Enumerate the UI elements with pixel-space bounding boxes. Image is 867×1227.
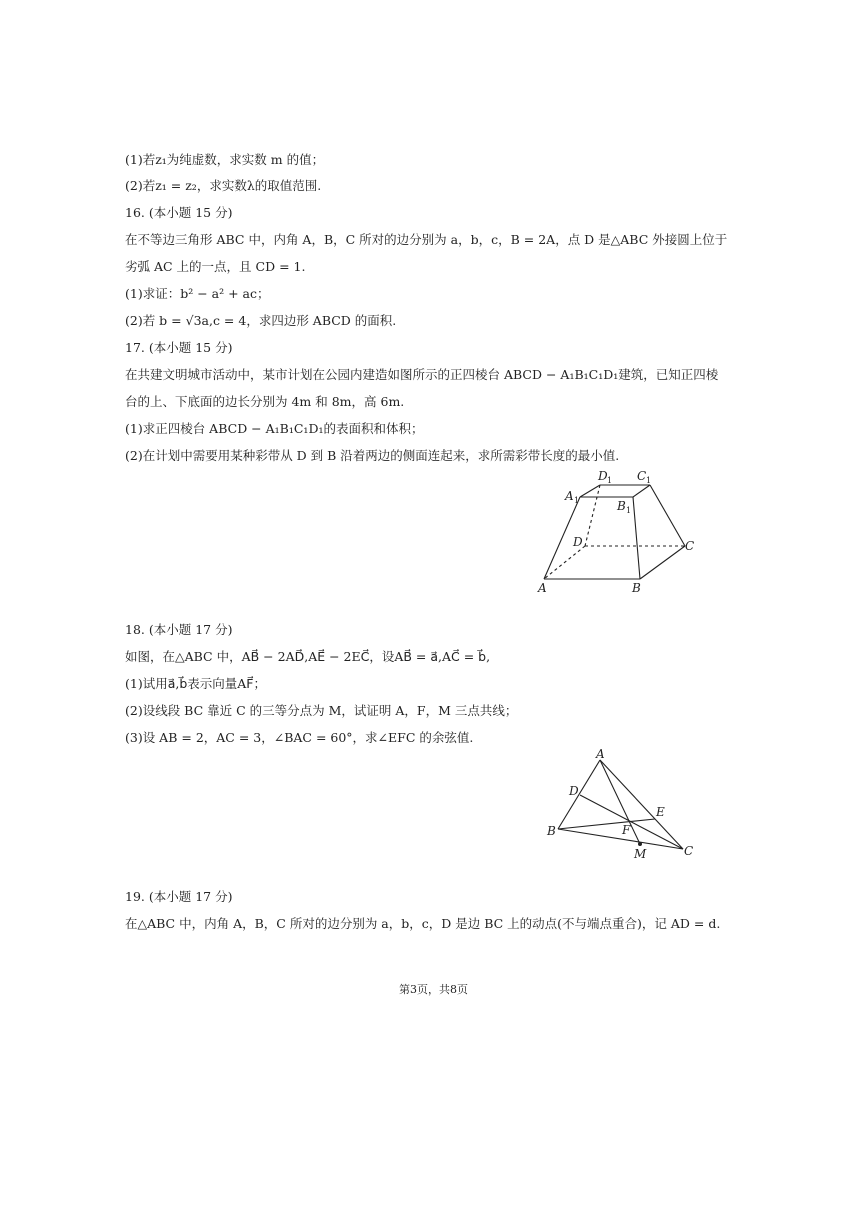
q19-heading: 19. (本小题 17 分) — [125, 889, 233, 904]
label-D1-sub: 1 — [607, 476, 613, 485]
label-B1: B — [617, 499, 626, 513]
label-B1-sub: 1 — [626, 506, 632, 515]
edge-d1d-hidden — [585, 485, 600, 546]
label-B: B — [632, 581, 641, 595]
q17-part2: (2)在计划中需要用某种彩带从 D 到 B 沿着两边的侧面连起来，求所需彩带长度的最小值. — [125, 448, 620, 463]
point-M — [638, 842, 642, 846]
label-C: C — [685, 539, 695, 553]
label-A1-sub: 1 — [574, 496, 580, 505]
q18-part2: (2)设线段 BC 靠近 C 的三等分点为 M，试证明 A，F，M 三点共线； — [125, 703, 518, 718]
q18-part3: (3)设 AB = 2，AC = 3，∠BAC = 60°，求∠EFC 的余弦值. — [125, 730, 474, 745]
segment-AM — [600, 760, 640, 844]
q18-text: 如图，在△ABC 中，AB⃗ − 2AD⃗,AE⃗ − 2EC⃗，设AB⃗ = a⃗,AC⃗ = b⃗, — [125, 649, 491, 664]
q16-text-line1: 在不等边三角形 ABC 中，内角 A，B，C 所对的边分别为 a，b，c，B = 2A，点 D 是△ABC 外接圆上位于 — [125, 232, 728, 247]
label-E: E — [656, 805, 665, 819]
edge-c1c — [650, 485, 685, 546]
label-A: A — [596, 748, 605, 761]
q17-part1: (1)求正四棱台 ABCD − A₁B₁C₁D₁的表面积和体积； — [125, 421, 424, 436]
q15-part1: (1)若z₁为纯虚数，求实数 m 的值； — [125, 152, 325, 167]
edge-c1b1 — [633, 485, 650, 497]
edge-da-hidden — [544, 546, 585, 579]
frustum-figure — [530, 462, 705, 600]
edge-b1b — [633, 497, 640, 579]
q18-heading: 18. (本小题 17 分) — [125, 622, 233, 637]
label-A: A — [538, 581, 547, 595]
label-B: B — [547, 824, 556, 838]
label-A1: A — [565, 489, 574, 503]
q16-part2: (2)若 b = √3a,c = 4，求四边形 ABCD 的面积. — [125, 313, 397, 328]
label-D1: D — [598, 469, 608, 483]
q16-part1: (1)求证：b² − a² + ac； — [125, 286, 270, 301]
q18-part1: (1)试用a⃗,b⃗表示向量AF⃗； — [125, 676, 266, 691]
triangle-figure — [540, 748, 700, 866]
segment-BE — [558, 819, 655, 829]
label-C: C — [684, 844, 694, 858]
q16-text-line2: 劣弧 AC 上的一点，且 CD = 1. — [125, 259, 306, 274]
label-D: D — [573, 535, 583, 549]
label-D: D — [569, 784, 579, 798]
label-C1: C — [637, 469, 647, 483]
q16-heading: 16. (本小题 15 分) — [125, 205, 233, 220]
q17-heading: 17. (本小题 15 分) — [125, 340, 233, 355]
segment-AC — [600, 760, 683, 849]
label-C1-sub: 1 — [646, 476, 652, 485]
page-footer: 第3页，共8页 — [399, 983, 468, 996]
q19-text: 在△ABC 中，内角 A，B，C 所对的边分别为 a，b，c，D 是边 BC 上的动点(不与端点重合)，记 AD = d. — [125, 916, 721, 931]
edge-a1d1 — [580, 485, 600, 497]
segment-AB — [558, 760, 600, 829]
label-M: M — [634, 847, 647, 861]
label-F: F — [622, 823, 631, 837]
q15-part2: (2)若z₁ = z₂，求实数λ的取值范围. — [125, 178, 322, 193]
edge-bc — [640, 546, 685, 579]
q17-text-line2: 台的上、下底面的边长分别为 4m 和 8m，高 6m. — [125, 394, 405, 409]
q17-text-line1: 在共建文明城市活动中，某市计划在公园内建造如图所示的正四棱台 ABCD − A₁B₁C₁D₁建筑，已知正四棱 — [125, 367, 719, 382]
